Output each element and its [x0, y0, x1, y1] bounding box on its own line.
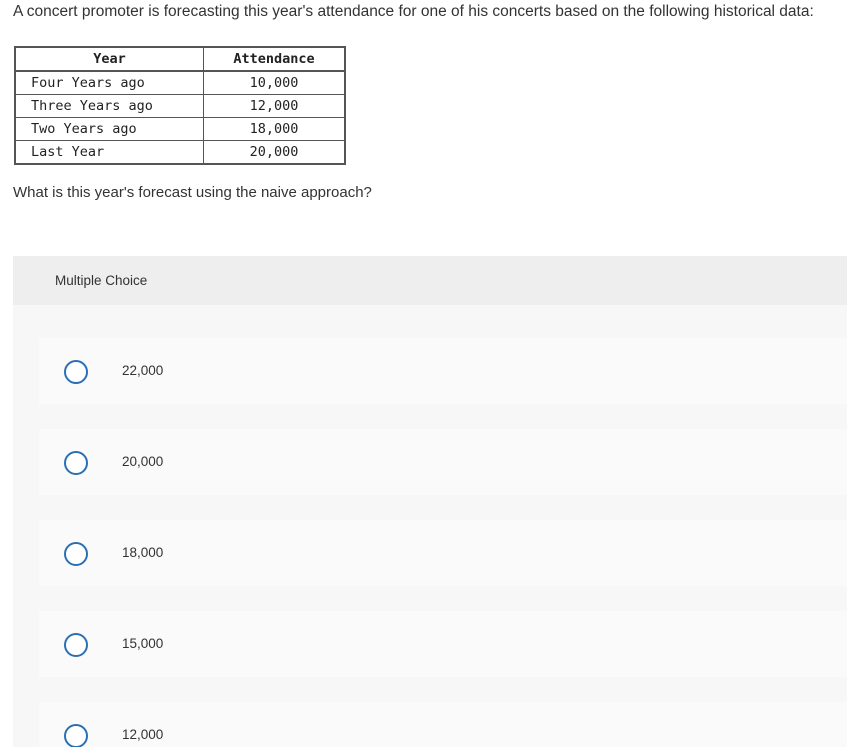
table-row — [15, 141, 345, 165]
year-cell: Last Year — [15, 141, 204, 165]
column-header-attendance: Attendance — [204, 47, 346, 71]
attendance-table — [14, 46, 346, 165]
year-cell: Three Years ago — [15, 95, 204, 118]
choice-option-2[interactable] — [39, 429, 847, 495]
choice-option-1[interactable] — [39, 338, 847, 404]
radio-button[interactable] — [64, 724, 88, 747]
choice-label[interactable]: 22,000 — [122, 363, 164, 378]
radio-button[interactable] — [64, 633, 88, 657]
year-cell: Two Years ago — [15, 118, 204, 141]
column-header-year: Year — [15, 47, 204, 71]
attendance-cell: 10,000 — [204, 71, 346, 95]
choice-label[interactable]: 12,000 — [122, 727, 164, 742]
year-cell: Four Years ago — [15, 71, 204, 95]
table-row — [15, 118, 345, 141]
choice-option-3[interactable] — [39, 520, 847, 586]
radio-button[interactable] — [64, 360, 88, 384]
attendance-cell: 18,000 — [204, 118, 346, 141]
attendance-cell: 12,000 — [204, 95, 346, 118]
table-row — [15, 95, 345, 118]
multiple-choice-title: Multiple Choice — [55, 273, 148, 288]
multiple-choice-header — [13, 256, 847, 305]
question-intro: A concert promoter is forecasting this year's attendance for one of his concerts based on the following historical data: — [13, 3, 814, 20]
choice-label[interactable]: 15,000 — [122, 636, 164, 651]
table-row — [15, 71, 345, 95]
radio-button[interactable] — [64, 451, 88, 475]
choice-option-5[interactable] — [39, 702, 847, 747]
choice-label[interactable]: 20,000 — [122, 454, 164, 469]
table-header-row — [15, 47, 345, 71]
choice-option-4[interactable] — [39, 611, 847, 677]
multiple-choice-panel — [13, 256, 847, 747]
question-text: What is this year's forecast using the naive approach? — [13, 184, 372, 201]
choice-label[interactable]: 18,000 — [122, 545, 164, 560]
radio-button[interactable] — [64, 542, 88, 566]
attendance-cell: 20,000 — [204, 141, 346, 165]
